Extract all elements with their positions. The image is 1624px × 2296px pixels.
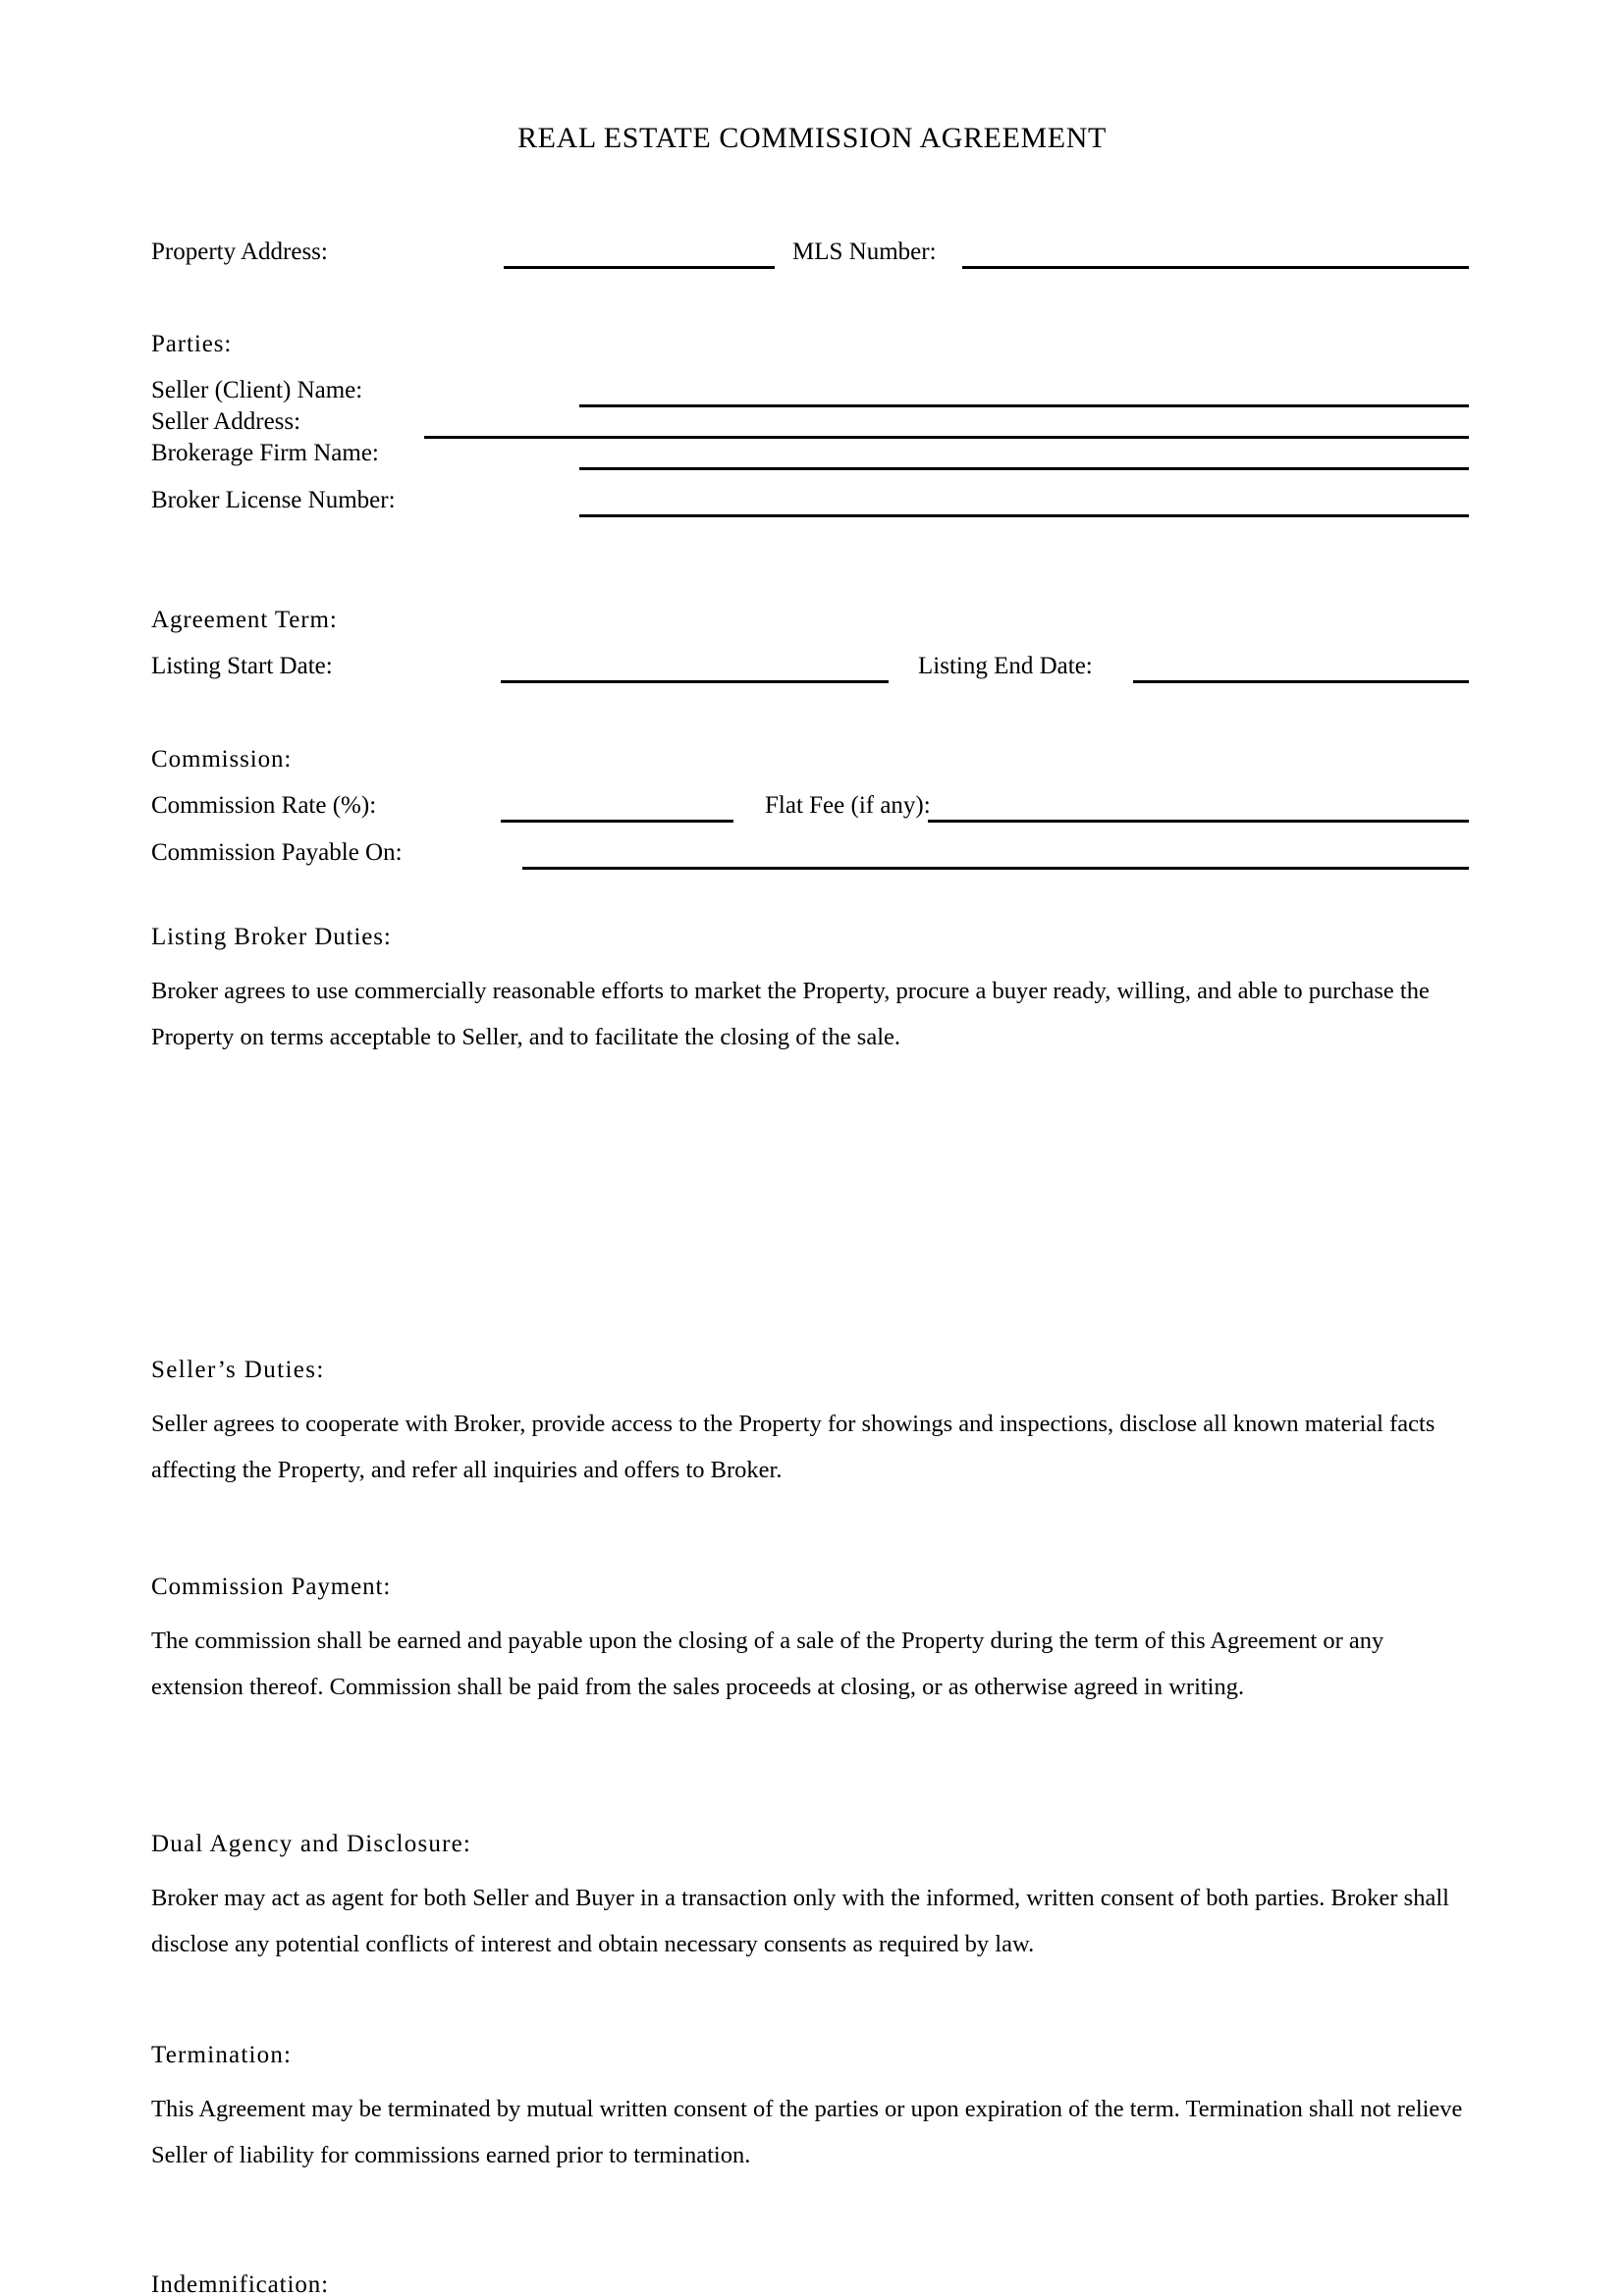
property-address-row — [151, 236, 1473, 269]
commission-payment-body: The commission shall be earned and payable upon the closing of a sale of the Property during the term of this Agreement or any extension thereof. Commission shall be paid from the sales proceeds at closing, or as otherwise agreed in writing. — [151, 1628, 1384, 1700]
commission-payment-heading: Commission Payment: — [151, 1574, 392, 1600]
mls-number-label: MLS Number: — [792, 239, 937, 265]
termination-heading: Termination: — [151, 2042, 293, 2068]
seller-name-row — [151, 374, 1473, 407]
brokerage-firm-row — [151, 437, 1473, 470]
seller-address-label: Seller Address: — [151, 408, 301, 435]
dual-agency-heading: Dual Agency and Disclosure: — [151, 1831, 472, 1857]
listing-broker-duties-body: Broker agrees to use commercially reasonable efforts to market the Property, procure a buyer ready, willing, and able to purchase the Property on terms acceptable to Seller, and to facilitate the closing of the sale. — [151, 978, 1430, 1050]
sellers-duties-heading: Seller’s Duties: — [151, 1357, 325, 1383]
listing-broker-duties-heading: Listing Broker Duties: — [151, 924, 392, 950]
dual-agency-body: Broker may act as agent for both Seller and Buyer in a transaction only with the informed, written consent of both parties. Broker shall disclose any potential conflicts of interest and obtain necessary consents as required by law. — [151, 1885, 1449, 1957]
broker-license-row — [151, 484, 1473, 517]
brokerage-firm-label: Brokerage Firm Name: — [151, 440, 379, 466]
flat-fee-label: Flat Fee (if any): — [765, 792, 931, 819]
commission-payable-input[interactable] — [522, 867, 1469, 870]
seller-name-label: Seller (Client) Name: — [151, 377, 363, 403]
agreement-term-heading: Agreement Term: — [151, 607, 338, 633]
listing-end-date-label: Listing End Date: — [918, 653, 1093, 679]
commission-rate-input[interactable] — [501, 820, 733, 823]
flat-fee-input[interactable] — [928, 820, 1469, 823]
listing-start-date-input[interactable] — [501, 680, 889, 683]
commission-payable-label: Commission Payable On: — [151, 839, 403, 866]
sellers-duties-body: Seller agrees to cooperate with Broker, provide access to the Property for showings and inspections, disclose all known material facts affecting the Property, and refer all inquiries and offers to Broker. — [151, 1411, 1435, 1483]
property-address-label: Property Address: — [151, 239, 328, 265]
commission-rate-row — [151, 789, 1473, 823]
parties-heading: Parties: — [151, 331, 233, 357]
mls-number-input[interactable] — [962, 266, 1469, 269]
broker-license-label: Broker License Number: — [151, 487, 396, 513]
listing-start-date-label: Listing Start Date: — [151, 653, 333, 679]
listing-end-date-input[interactable] — [1133, 680, 1469, 683]
listing-dates-row — [151, 650, 1473, 683]
page-title: REAL ESTATE COMMISSION AGREEMENT — [517, 122, 1107, 154]
brokerage-firm-input[interactable] — [579, 467, 1469, 470]
seller-address-row — [151, 405, 1473, 439]
commission-rate-label: Commission Rate (%): — [151, 792, 377, 819]
broker-license-input[interactable] — [579, 514, 1469, 517]
termination-body: This Agreement may be terminated by mutual written consent of the parties or upon expiration of the term. Termination shall not relieve Seller of liability for commissions earned prior to termination. — [151, 2096, 1463, 2168]
commission-heading: Commission: — [151, 746, 293, 773]
property-address-input[interactable] — [504, 266, 775, 269]
indemnification-heading: Indemnification: — [151, 2271, 330, 2296]
commission-payable-row — [151, 836, 1473, 870]
